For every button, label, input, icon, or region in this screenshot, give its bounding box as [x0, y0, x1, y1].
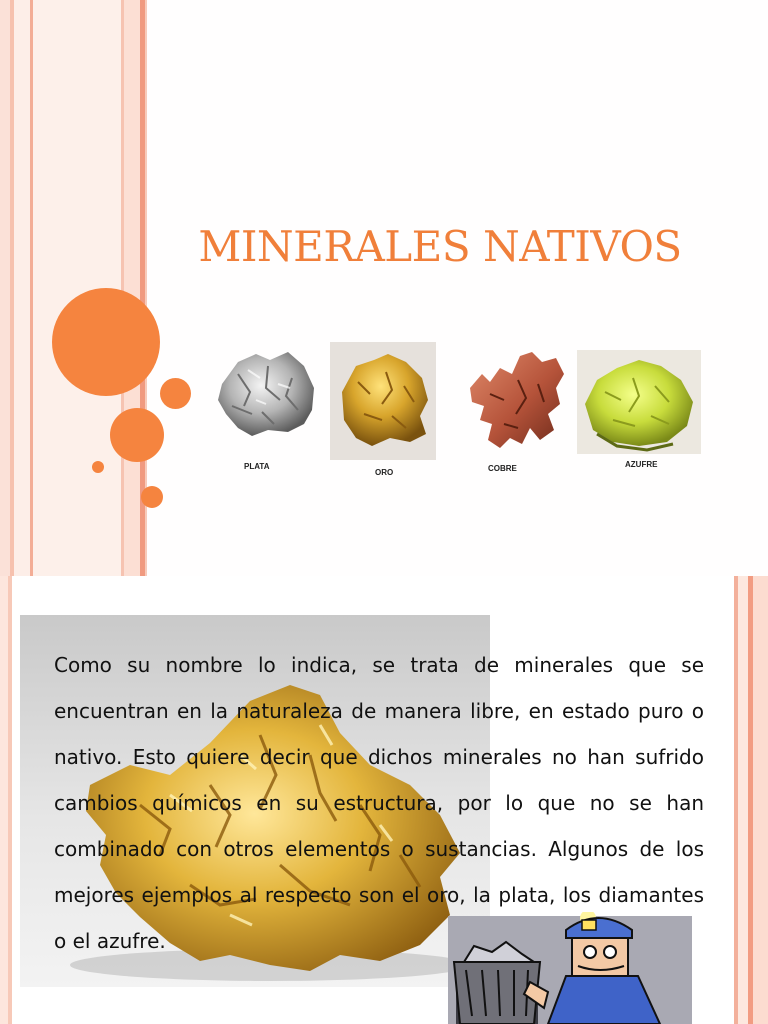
- mineral-label: COBRE: [488, 464, 517, 473]
- mineral-label: ORO: [375, 468, 394, 477]
- gold-nugget-image: [330, 342, 436, 460]
- sulfur-crystal-image: [577, 350, 701, 454]
- copper-nugget-image: [460, 344, 570, 464]
- mineral-azufre: [577, 350, 701, 480]
- decor-circle: [52, 288, 160, 396]
- decor-circle: [92, 461, 104, 473]
- decor-stripe: [0, 0, 10, 576]
- slide-title: MINERALES NATIVOS: [198, 222, 682, 271]
- content-slide: [0, 576, 768, 1024]
- decor-stripe: [0, 576, 8, 1024]
- silver-nugget-image: [208, 344, 324, 480]
- decor-stripe: [738, 576, 748, 1024]
- mineral-plata: [208, 344, 324, 480]
- miner-cartoon-image: [448, 912, 692, 1024]
- decor-circle: [141, 486, 163, 508]
- mineral-label: PLATA: [244, 462, 270, 471]
- body-paragraph: Como su nombre lo indica, se trata de minerales que se encuentran en la naturaleza de manera libre, en estado puro o nativo. Esto quiere decir que dichos minerales no han sufrido cambios químicos en su estructura, por lo que no se han combinado con otros elementos o sustancias. Algunos de los mejores ejemplos al respecto son el oro, la plata, los diamantes o el azufre.: [54, 653, 704, 953]
- decor-stripe: [8, 576, 12, 1024]
- decor-circle: [110, 408, 164, 462]
- decor-stripe: [124, 0, 140, 576]
- decor-stripe: [14, 0, 30, 576]
- mineral-label: AZUFRE: [625, 460, 658, 469]
- decor-stripe: [753, 576, 768, 1024]
- mineral-cobre: [460, 344, 570, 480]
- decor-circle: [160, 378, 191, 409]
- mineral-oro: [330, 342, 436, 478]
